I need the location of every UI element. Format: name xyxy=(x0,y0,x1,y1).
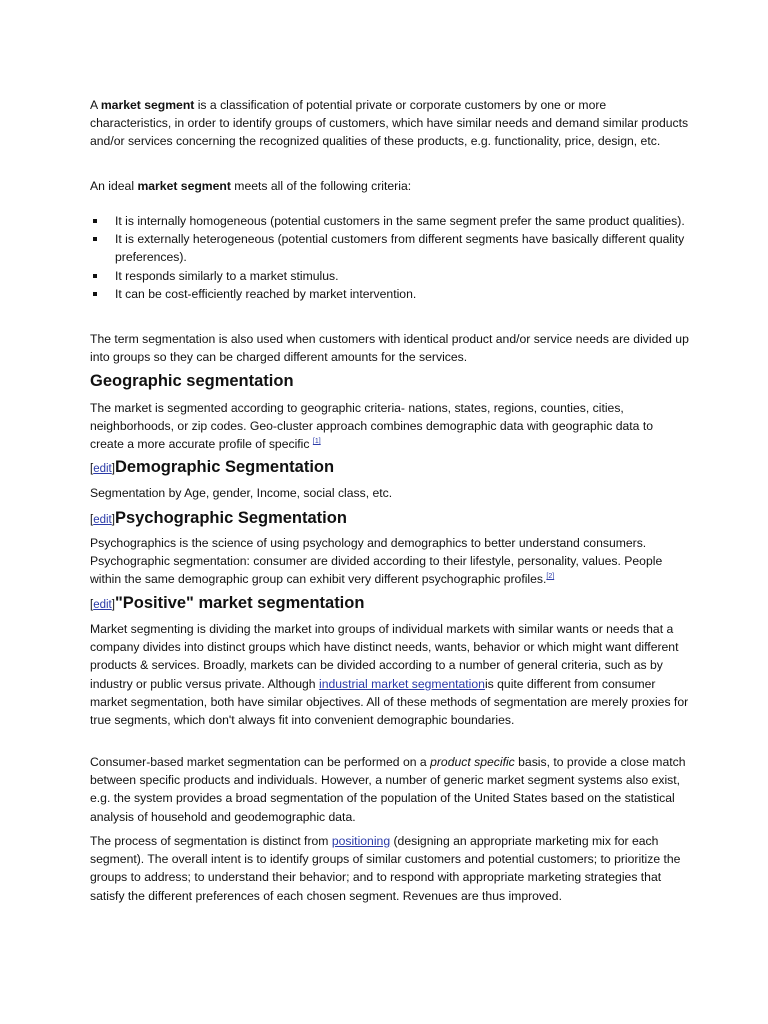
demographic-heading-text: Demographic Segmentation xyxy=(114,458,335,476)
edit-link[interactable]: edit xyxy=(93,514,112,526)
psychographic-paragraph xyxy=(90,534,690,589)
geographic-heading: Geographic segmentation xyxy=(90,372,294,390)
reference-2-link[interactable]: [2] xyxy=(546,573,555,581)
demographic-heading xyxy=(90,457,334,479)
criteria-intro-lead: An ideal xyxy=(90,179,138,193)
reference-1 xyxy=(313,438,321,445)
industrial-market-segmentation-link[interactable]: industrial market segmentation xyxy=(318,676,485,691)
criteria-list xyxy=(90,212,690,303)
positive-paragraph-2 xyxy=(90,753,690,826)
market-segment-term: market segment xyxy=(137,179,231,193)
demographic-paragraph xyxy=(90,484,690,502)
product-specific-term: product specific xyxy=(430,755,515,769)
list-item: It is internally homogeneous (potential customers in the same segment prefer the same product qualities). xyxy=(90,212,690,230)
market-segment-term: market segment xyxy=(100,98,195,112)
intro-text-body: is a classification of potential private or corporate customers by one or more characteristics, in order to identify groups of customers, which have similar needs and demand similar products and/or services concerning the recognized qualities of these products, e.g. functionality, price, design, etc. xyxy=(90,98,689,149)
reference-1-link[interactable]: [1] xyxy=(312,438,321,446)
intro-paragraph xyxy=(90,96,690,151)
criteria-intro-rest: meets all of the following criteria: xyxy=(230,179,412,193)
positive-text-1: Market segmenting is dividing the market into groups of individual markets with similar wants or needs that a company divides into distinct groups which have distinct needs, wants, behavior or which might want different products & services. Broadly, markets can be divided according to a number of general criteria, such as by industry or public versus private. Although xyxy=(90,622,679,691)
positive-text-3-rest: (designing an appropriate marketing mix for each segment). The overall intent is to identify groups of similar customers and potential customers; to prioritize the groups to address; to understand their behavior; and to respond with appropriate marketing strategies that satisfy the different preferences of each chosen segment. Revenues are thus improved. xyxy=(90,834,681,903)
geographic-paragraph xyxy=(90,399,690,454)
positive-text-2: Consumer-based market segmentation can be performed on a xyxy=(90,755,431,769)
positive-paragraph-3 xyxy=(90,832,690,905)
positioning-link[interactable]: positioning xyxy=(331,834,391,848)
edit-bracket-close: ] xyxy=(111,463,115,475)
reference-2 xyxy=(546,573,554,580)
list-item: It responds similarly to a market stimulus. xyxy=(90,267,690,285)
psychographic-heading xyxy=(90,508,347,530)
edit-section xyxy=(90,463,115,475)
positive-heading-text: "Positive" market segmentation xyxy=(114,594,365,612)
positive-text-2-rest: basis, to provide a close match between specific products and individuals. However, a number of generic market segment systems also exist, e.g. the system provides a broad segmentation of the population of the United States based on the statistical analysis of household and geodemographic data. xyxy=(90,755,686,824)
term-paragraph-text: The term segmentation is also used when customers with identical product and/or service needs are divided up into groups so they can be charged different amounts for the services. xyxy=(90,332,689,365)
list-item: It can be cost-efficiently reached by market intervention. xyxy=(90,285,690,303)
edit-section xyxy=(90,514,115,526)
positive-text-1-rest: is quite different from consumer market segmentation, both have similar objectives. All of these methods of segmentation are merely proxies for true segments, which don't always fit into convenient demographic boundaries. xyxy=(90,676,689,728)
edit-bracket-close: ] xyxy=(111,599,115,611)
geographic-text: The market is segmented according to geographic criteria- nations, states, regions, counties, cities, neighborhoods, or zip codes. Geo-cluster approach combines demographic data with geographic data to create a more accurate profile of specific xyxy=(90,401,653,452)
edit-link[interactable]: edit xyxy=(93,463,112,475)
intro-text-lead: A xyxy=(90,98,101,112)
psychographic-text: Psychographics is the science of using psychology and demographics to better understand consumers. Psychographic segmentation: consumer are divided according to their lifestyle, personality, values. People within the same demographic group can exhibit very different psychographic profiles. xyxy=(90,536,663,587)
positive-text-3: The process of segmentation is distinct from xyxy=(90,834,332,848)
edit-bracket-open: [ xyxy=(90,514,94,526)
edit-link[interactable]: edit xyxy=(93,599,112,611)
psychographic-heading-text: Psychographic Segmentation xyxy=(114,509,347,527)
term-paragraph xyxy=(90,330,690,366)
positive-heading xyxy=(90,593,364,615)
edit-bracket-open: [ xyxy=(90,463,94,475)
edit-bracket-close: ] xyxy=(111,514,115,526)
edit-bracket-open: [ xyxy=(90,599,94,611)
positive-paragraph-1 xyxy=(90,620,690,729)
list-item: It is externally heterogeneous (potential customers from different segments have basically different quality preferences). xyxy=(90,230,690,266)
edit-section xyxy=(90,599,115,611)
demographic-text: Segmentation by Age, gender, Income, social class, etc. xyxy=(90,486,393,500)
criteria-intro xyxy=(90,177,690,195)
